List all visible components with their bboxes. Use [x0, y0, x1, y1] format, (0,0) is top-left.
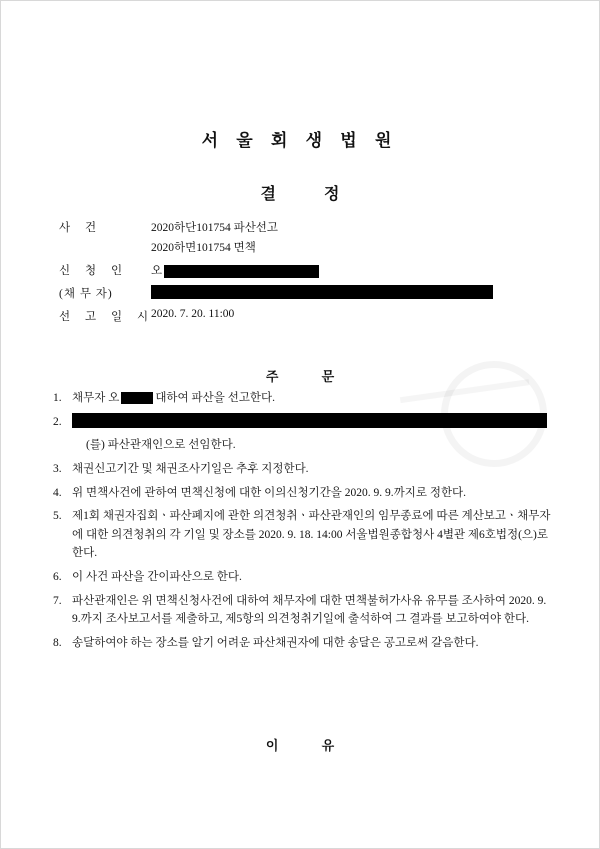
page-footer-blank: [1, 820, 599, 848]
order-number: 6.: [53, 571, 62, 583]
order-item: [53, 413, 553, 432]
debtor-label: (채 무 자): [59, 288, 113, 300]
order-number: 1.: [53, 392, 62, 404]
debtor-value: [151, 285, 549, 299]
applicant-name-visible: 오: [151, 265, 163, 277]
order-text: 제1회 채권자집회ㆍ파산폐지에 관한 의견청취ㆍ파산관재인의 임무종료에 따른 계산보고ㆍ채무자에 대한 의견청취의 각 기일 및 장소를 2020. 9. 18. 14:00 서울법원종합청사 4별관 제6호법정(으)로 한다.: [72, 510, 551, 560]
order-number: 3.: [53, 462, 62, 475]
redaction-bar-debtor: [151, 285, 493, 299]
order-item: [53, 634, 553, 653]
redaction-bar-order-1: [121, 392, 153, 404]
declaration-value: 2020. 7. 20. 11:00: [151, 308, 235, 320]
meta-row-declaration: [59, 308, 549, 324]
applicant-label: 신 청 인: [59, 265, 129, 277]
court-name: 서 울 회 생 법 원: [201, 131, 399, 150]
redaction-bar-applicant: [164, 265, 319, 278]
redaction-bar-order-2: [72, 413, 547, 428]
order-item: [53, 507, 553, 563]
document-type-title: 결 정: [260, 186, 362, 203]
order-text: [72, 389, 553, 408]
meta-row-debtor: [59, 285, 549, 301]
order-item: [53, 484, 553, 503]
order-list: [53, 389, 553, 658]
declaration-label: 선 고 일 시: [59, 311, 155, 323]
section-title-iyu: 이 유: [265, 738, 355, 753]
order-number: 2.: [53, 415, 62, 428]
case-label: 사 건: [59, 222, 103, 234]
order-1-text-after: 대하여 파산을 선고한다.: [155, 392, 276, 404]
order-1-text-before: 채무자 오: [72, 392, 120, 404]
order-2-subtext: (를) 파산관재인으로 선임한다.: [86, 439, 236, 452]
meta-row-case: [59, 219, 549, 235]
order-number: 7.: [53, 594, 62, 607]
order-item: [53, 568, 553, 587]
order-item: [53, 592, 553, 629]
order-text: 이 사건 파산을 간이파산으로 한다.: [72, 571, 242, 583]
case-value-2: 2020하면101754 면책: [151, 242, 256, 254]
order-item: [53, 460, 553, 479]
order-item: [53, 389, 553, 408]
order-number: 8.: [53, 636, 62, 649]
order-number: 5.: [53, 510, 62, 523]
case-value-1: 2020하단101754 파산선고: [151, 222, 279, 234]
order-number: 4.: [53, 486, 62, 499]
order-text: 위 면책사건에 관하여 면책신청에 대한 이의신청기간을 2020. 9. 9.까지로 정한다.: [72, 486, 467, 499]
meta-row-applicant: [59, 262, 549, 278]
order-text: [72, 413, 553, 428]
order-text: 송달하여야 하는 장소를 알기 어려운 파산채권자에 대한 송달은 공고로써 갈음한다.: [72, 636, 479, 649]
order-text: 채권신고기간 및 채권조사기일은 추후 지정한다.: [72, 462, 309, 475]
order-text: 파산관재인은 위 면책신청사건에 대하여 채무자에 대한 면책불허가사유 유무를 조사하여 2020. 9. 9.까지 조사보고서를 제출하고, 제5항의 의견청취기일에 출석하여 그 결과를 보고하여야 한다.: [72, 594, 547, 626]
section-title-jumun: 주 문: [265, 369, 355, 384]
applicant-value: [151, 262, 549, 278]
case-metadata: [59, 219, 549, 331]
